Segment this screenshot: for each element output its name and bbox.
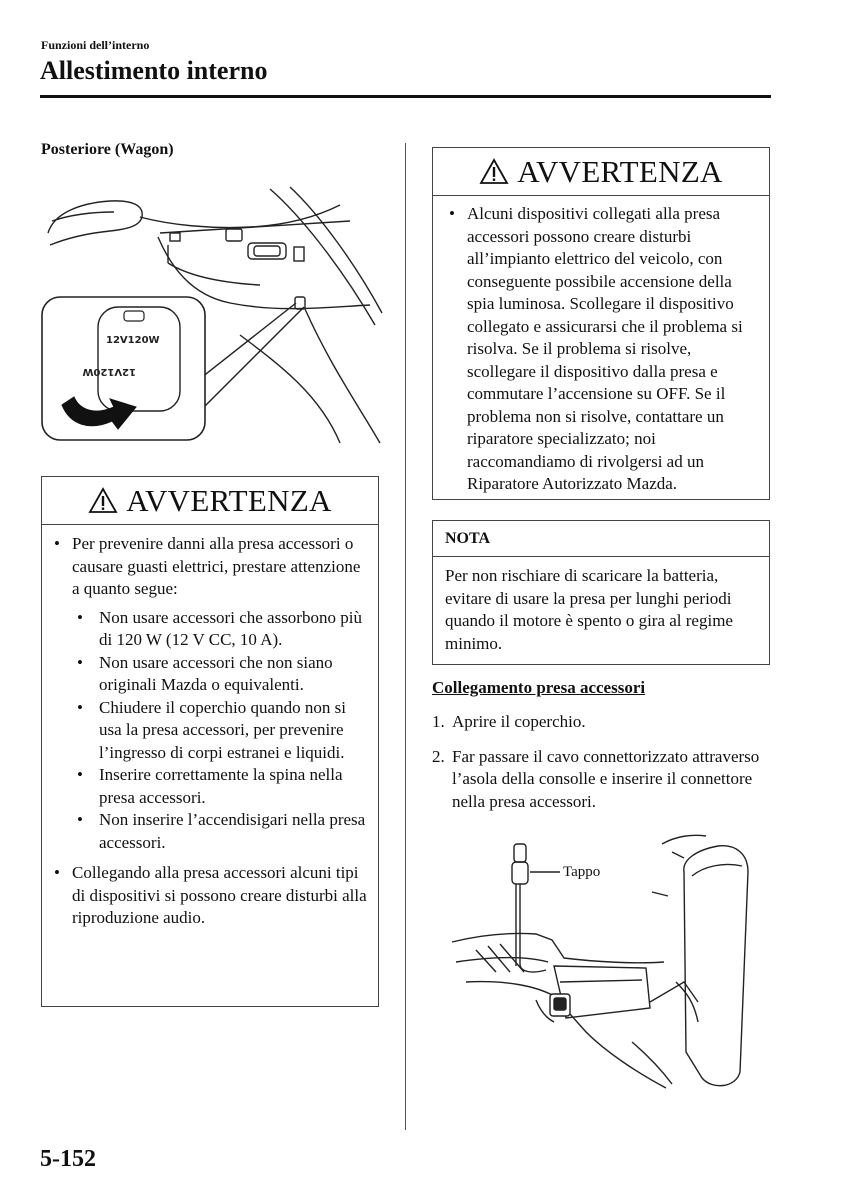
step-text: Aprire il coperchio. xyxy=(452,712,586,731)
title-rule xyxy=(40,95,771,98)
callout-label-tappo: Tappo xyxy=(563,864,601,880)
rear-cargo-socket-illustration xyxy=(40,185,385,447)
warning-header xyxy=(433,148,769,196)
warning-bullet-text: Per prevenire danni alla presa accessori o causare guasti elettrici, prestare attenzione a quanto segue: xyxy=(72,534,361,598)
warning-triangle-icon xyxy=(88,487,118,514)
warning-box-left xyxy=(41,476,379,1007)
sub-item: • Non inserire l’accendisigari nella presa accessori. xyxy=(72,809,368,854)
page-title: Allestimento interno xyxy=(40,56,268,85)
step-text: Far passare il cavo connettorizzato attraverso l’asola della consolle e inserire il connettore nella presa accessori. xyxy=(452,746,760,811)
warning-bullet xyxy=(42,533,368,854)
warning-title: AVVERTENZA xyxy=(126,482,332,518)
warning-box-right xyxy=(432,147,770,500)
nota-box xyxy=(432,520,770,665)
procedure-heading: Collegamento presa accessori xyxy=(432,678,646,697)
warning-title: AVVERTENZA xyxy=(517,153,723,189)
sub-list xyxy=(72,607,368,855)
sub-item: • Chiudere il coperchio quando non si usa la presa accessori, per prevenire l’ingresso di corpi estranei e liquidi. xyxy=(72,697,368,765)
sub-item: • Inserire correttamente la spina nella presa accessori. xyxy=(72,764,368,809)
nota-text: Per non rischiare di scaricare la batteria, evitare di usare la presa per lunghi periodi quando il motore è spento o gira al regime minimo. xyxy=(445,566,733,653)
sub-item: • Non usare accessori che non siano originali Mazda o equivalenti. xyxy=(72,652,368,697)
page-number: 5-152 xyxy=(40,1146,96,1172)
subsection-heading: Posteriore (Wagon) xyxy=(41,141,174,158)
warning-triangle-icon xyxy=(479,158,509,185)
socket-label-top: 12V120W xyxy=(106,335,160,346)
socket-label-bottom: 12V120W xyxy=(82,366,136,377)
warning-bullet-text: Collegando alla presa accessori alcuni tipi di dispositivi si possono creare disturbi alla riproduzione audio. xyxy=(72,863,367,927)
warning-bullet xyxy=(42,862,368,930)
console-socket-illustration xyxy=(436,832,776,1094)
procedure-step xyxy=(432,711,772,734)
column-divider xyxy=(405,143,406,1130)
step-number: 2. xyxy=(432,746,445,766)
step-number: 1. xyxy=(432,712,445,731)
procedure-steps xyxy=(432,711,772,825)
sub-item: • Non usare accessori che assorbono più di 120 W (12 V CC, 10 A). xyxy=(72,607,368,652)
warning-bullet: • Alcuni dispositivi collegati alla presa accessori possono creare disturbi all’impianto elettrico del veicolo, con conseguente possibile accensione della spia luminosa. Scollegare il dispositivo collegato e assicurarsi che il problema si risolva. Se il problema si risolve, scollegare il dispositivo dalla presa e commutare l’accensione su OFF. Se il problema non si risolve, contattare un riparatore specializzato; noi raccomandiamo di rivolgersi ad un Riparatore Autorizzato Mazda. xyxy=(437,203,759,496)
section-label: Funzioni dell’interno xyxy=(41,38,150,52)
procedure-step xyxy=(432,746,772,814)
warning-header xyxy=(42,477,378,525)
nota-title: NOTA xyxy=(433,521,769,557)
